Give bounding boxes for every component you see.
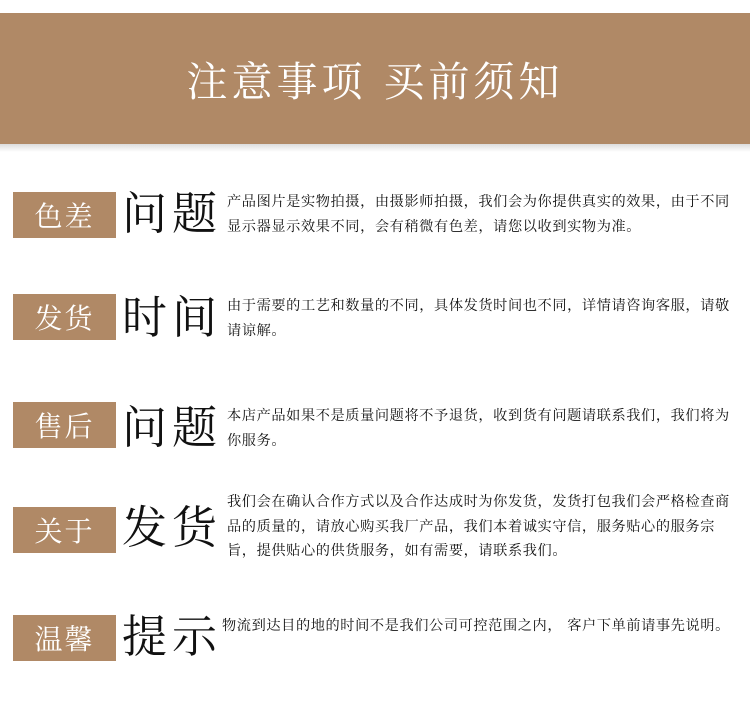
note-tag: 色差 (13, 192, 116, 238)
note-text: 本店产品如果不是质量问题将不予退货，收到货有问题请联系我们，我们将为你服务。 (227, 408, 730, 449)
note-subject: 问题 (122, 401, 223, 454)
header-banner (0, 13, 750, 144)
note-text: 产品图片是实物拍摄，由摄影师拍摄，我们会为你提供真实的效果，由于不同显示器显示效果不同，会有稍微有色差，请您以收到实物为准。 (227, 194, 730, 235)
note-text: 我们会在确认合作方式以及合作达成时为你发货，发货打包我们会严格检查商品的质量的，请放心购买我厂产品，我们本着诚实守信，服务贴心的服务宗旨，提供贴心的供货服务，如有需要，请联系我们。 (227, 494, 730, 559)
note-tag: 关于 (13, 507, 116, 553)
note-tag: 发货 (13, 294, 116, 340)
page-title: 注意事项 买前须知 (186, 58, 564, 106)
note-subject: 提示 (122, 610, 223, 663)
note-subject: 问题 (122, 187, 223, 240)
note-subject: 时间 (122, 291, 223, 344)
note-tag: 售后 (13, 402, 116, 448)
note-text: 由于需要的工艺和数量的不同，具体发货时间也不同，详情请咨询客服，请敬请谅解。 (227, 298, 730, 339)
note-tag: 温馨 (13, 615, 116, 661)
header-shadow (0, 144, 750, 152)
note-text: 物流到达目的地的时间不是我们公司可控范围之内， 客户下单前请事先说明。 (222, 618, 730, 634)
note-subject: 发货 (122, 501, 223, 554)
